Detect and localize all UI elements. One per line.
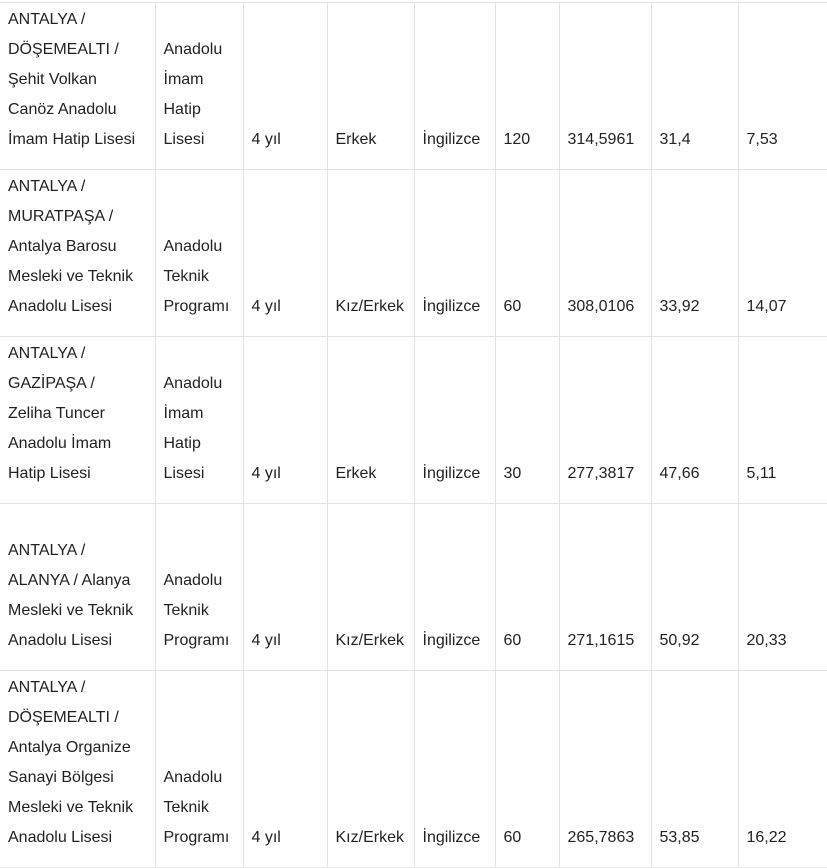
school-name-line: ANTALYA /: [8, 345, 86, 362]
school-type-cell: [155, 504, 243, 671]
school-name-line: Anadolu Lisesi: [8, 298, 113, 315]
schools-table: [0, 2, 827, 868]
school-name-line: Canöz Anadolu: [8, 101, 117, 118]
school-type-line: Lisesi: [163, 465, 205, 482]
school-name-line: İmam Hatip Lisesi: [8, 131, 136, 148]
rate-cell: 16,22: [738, 671, 827, 868]
school-type-line: Anadolu: [163, 375, 223, 392]
school-name-line: GAZİPAŞA /: [8, 375, 95, 392]
gender-cell: Kız/Erkek: [327, 671, 414, 868]
gender-cell: Erkek: [327, 337, 414, 504]
school-type-line: Anadolu: [163, 572, 223, 589]
school-name-cell: [0, 170, 155, 337]
language-cell: İngilizce: [414, 170, 495, 337]
language-cell: İngilizce: [414, 3, 495, 170]
percentile-cell: 53,85: [651, 671, 738, 868]
school-name-line: Hatip Lisesi: [8, 465, 91, 482]
school-type-line: Programı: [163, 829, 230, 846]
gender-cell: Kız/Erkek: [327, 504, 414, 671]
school-name-line: ANTALYA /: [8, 11, 86, 28]
school-name-line: Anadolu İmam: [8, 435, 112, 452]
school-name-line: Antalya Organize: [8, 739, 131, 756]
school-type-line: Hatip: [163, 435, 201, 452]
quota-cell: 30: [495, 337, 559, 504]
percentile-cell: 31,4: [651, 3, 738, 170]
school-type-line: Teknik: [163, 799, 209, 816]
duration-cell: 4 yıl: [243, 337, 327, 504]
quota-cell: 60: [495, 504, 559, 671]
table-row: [0, 671, 827, 868]
school-type-line: Hatip: [163, 101, 201, 118]
school-name-line: Mesleki ve Teknik: [8, 799, 134, 816]
school-name-line: Zeliha Tuncer: [8, 405, 105, 422]
school-name-line: Mesleki ve Teknik: [8, 602, 134, 619]
school-name-line: MURATPAŞA /: [8, 208, 114, 225]
school-type-cell: [155, 671, 243, 868]
score-cell: 265,7863: [559, 671, 651, 868]
rate-cell: 7,53: [738, 3, 827, 170]
school-name-line: Antalya Barosu: [8, 238, 117, 255]
quota-cell: 60: [495, 671, 559, 868]
school-type-line: Programı: [163, 298, 230, 315]
school-name-line: Anadolu Lisesi: [8, 829, 113, 846]
school-type-line: Anadolu: [163, 238, 223, 255]
school-name-line: Anadolu Lisesi: [8, 632, 113, 649]
quota-cell: 60: [495, 170, 559, 337]
school-type-line: Teknik: [163, 602, 209, 619]
rate-cell: 14,07: [738, 170, 827, 337]
school-name-cell: [0, 337, 155, 504]
school-name-line: ANTALYA /: [8, 679, 86, 696]
table-row: [0, 3, 827, 170]
school-type-cell: [155, 170, 243, 337]
school-name-line: DÖŞEMEALTI /: [8, 709, 119, 726]
score-cell: 308,0106: [559, 170, 651, 337]
school-name-line: DÖŞEMEALTI /: [8, 41, 119, 58]
school-name-line: ANTALYA /: [8, 542, 86, 559]
language-cell: İngilizce: [414, 671, 495, 868]
school-type-cell: [155, 3, 243, 170]
school-name-line: Sanayi Bölgesi: [8, 769, 114, 786]
school-type-cell: [155, 337, 243, 504]
school-type-line: Anadolu: [163, 769, 223, 786]
percentile-cell: 33,92: [651, 170, 738, 337]
school-type-line: Anadolu: [163, 41, 223, 58]
school-name-line: Şehit Volkan: [8, 71, 97, 88]
language-cell: İngilizce: [414, 504, 495, 671]
school-name-cell: [0, 3, 155, 170]
duration-cell: 4 yıl: [243, 671, 327, 868]
percentile-cell: 50,92: [651, 504, 738, 671]
school-type-line: İmam: [163, 71, 204, 88]
score-cell: 277,3817: [559, 337, 651, 504]
score-cell: 314,5961: [559, 3, 651, 170]
duration-cell: 4 yıl: [243, 504, 327, 671]
gender-cell: Kız/Erkek: [327, 170, 414, 337]
duration-cell: 4 yıl: [243, 170, 327, 337]
school-type-line: Programı: [163, 632, 230, 649]
school-type-line: Lisesi: [163, 131, 205, 148]
duration-cell: 4 yıl: [243, 3, 327, 170]
school-type-line: İmam: [163, 405, 204, 422]
school-type-line: Teknik: [163, 268, 209, 285]
gender-cell: Erkek: [327, 3, 414, 170]
school-name-line: Mesleki ve Teknik: [8, 268, 134, 285]
school-name-cell: [0, 671, 155, 868]
table-row: [0, 504, 827, 671]
school-name-cell: [0, 504, 155, 671]
rate-cell: 5,11: [738, 337, 827, 504]
score-cell: 271,1615: [559, 504, 651, 671]
quota-cell: 120: [495, 3, 559, 170]
school-name-line: ALANYA / Alanya: [8, 572, 131, 589]
language-cell: İngilizce: [414, 337, 495, 504]
school-name-line: ANTALYA /: [8, 178, 86, 195]
percentile-cell: 47,66: [651, 337, 738, 504]
rate-cell: 20,33: [738, 504, 827, 671]
table-row: [0, 337, 827, 504]
table-row: [0, 170, 827, 337]
